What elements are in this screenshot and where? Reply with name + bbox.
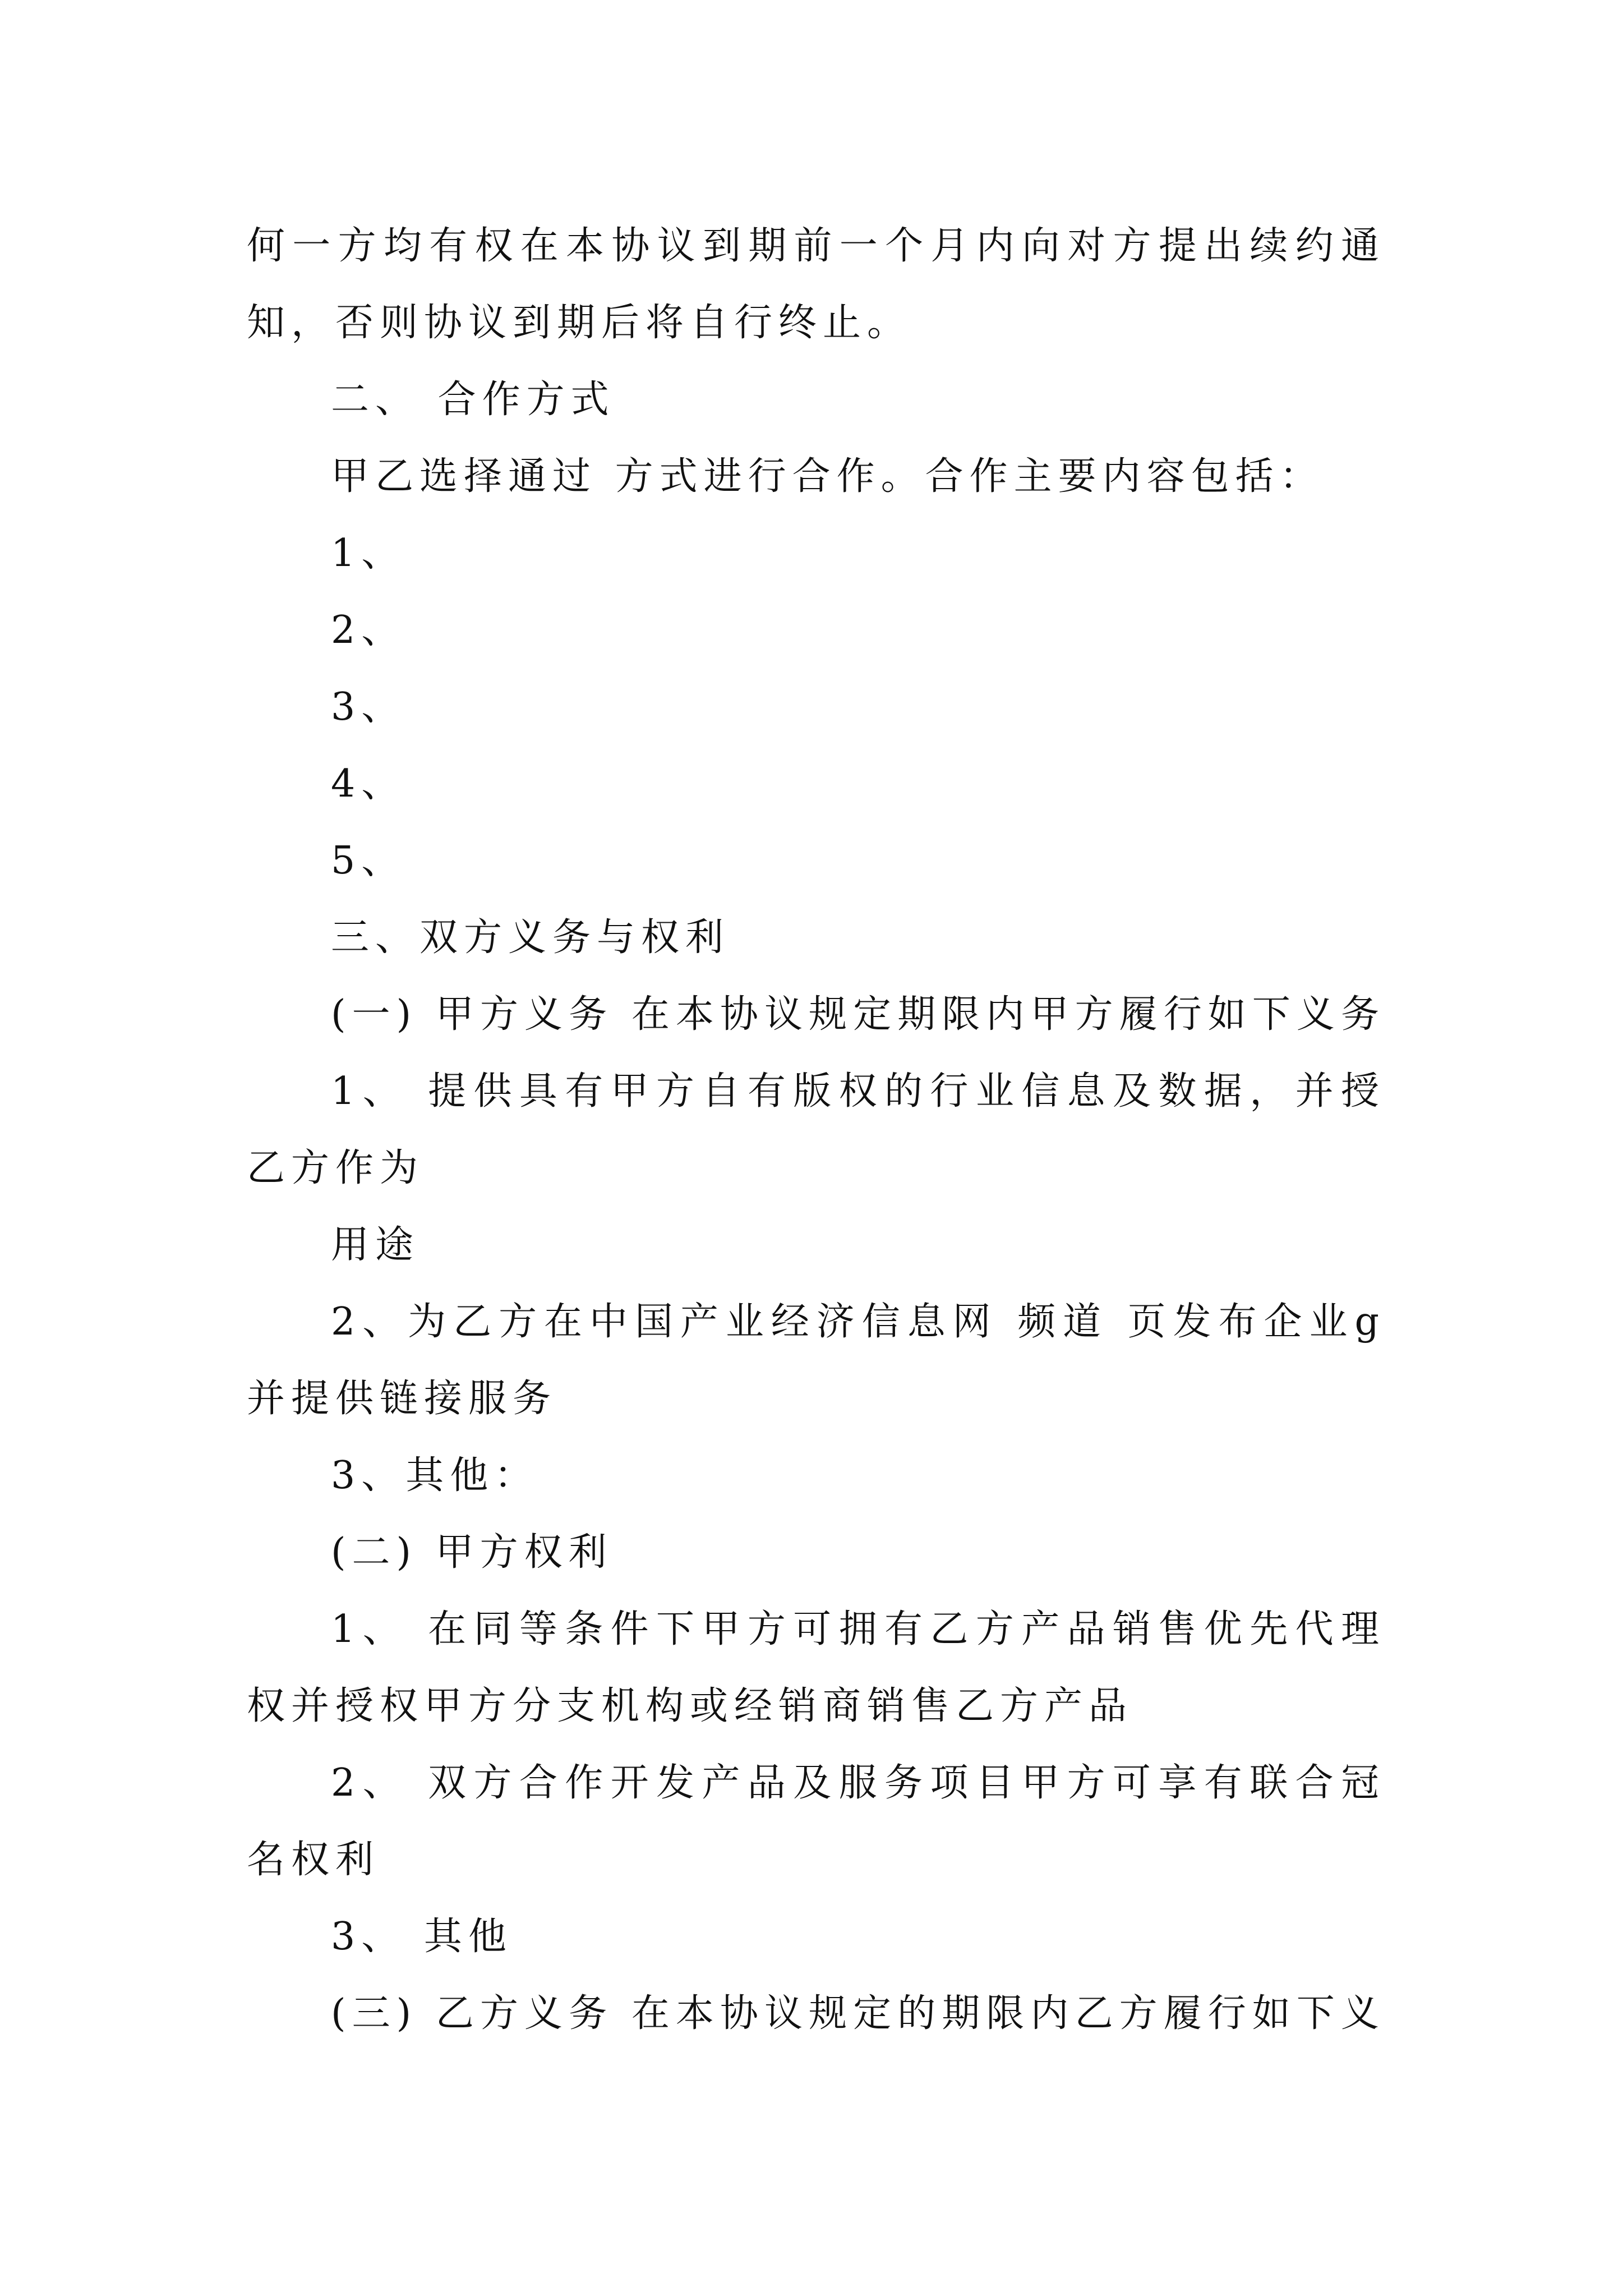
document-body — [247, 208, 1385, 2052]
text-line: (二) 甲方权利 — [331, 1530, 613, 1575]
text-line: (三) 乙方义务 在本协议规定的期限内乙方履行如下义 — [331, 1991, 1385, 2036]
text-line: 名权利 — [247, 1838, 380, 1882]
text-line: 1、 — [331, 531, 406, 576]
text-line: 3、其他： — [331, 1453, 539, 1498]
text-line: 1、 提供具有甲方自有版权的行业信息及数据，并授 — [331, 1069, 1385, 1114]
text-line: 4、 — [331, 762, 406, 806]
text-line: 何一方均有权在本协议到期前一个月内向对方提出续约通 — [247, 224, 1385, 268]
text-line: 乙方作为 — [247, 1146, 425, 1190]
text-line: 甲乙选择通过 方式进行合作。合作主要内容包括： — [331, 454, 1324, 499]
text-line: 1、 在同等条件下甲方可拥有乙方产品销售优先代理 — [331, 1607, 1385, 1651]
text-line: 5、 — [331, 839, 406, 883]
text-line: 并提供链接服务 — [247, 1377, 557, 1421]
text-line: 3、 — [331, 685, 406, 729]
text-line: 知，否则协议到期后将自行终止。 — [247, 301, 912, 345]
text-line: 三、双方义务与权利 — [331, 915, 730, 960]
text-line: 2、为乙方在中国产业经济信息网 频道 页发布企业g — [331, 1300, 1385, 1344]
text-line: 2、 双方合作开发产品及服务项目甲方可享有联合冠 — [331, 1761, 1385, 1805]
text-line: 用途 — [331, 1223, 420, 1267]
text-line: 3、 其他 — [331, 1915, 513, 1959]
text-line: 权并授权甲方分支机构或经销商销售乙方产品 — [247, 1684, 1133, 1728]
text-line: 二、 合作方式 — [331, 378, 615, 422]
text-line: (一) 甲方义务 在本协议规定期限内甲方履行如下义务 — [331, 992, 1385, 1037]
text-line: 2、 — [331, 608, 406, 652]
